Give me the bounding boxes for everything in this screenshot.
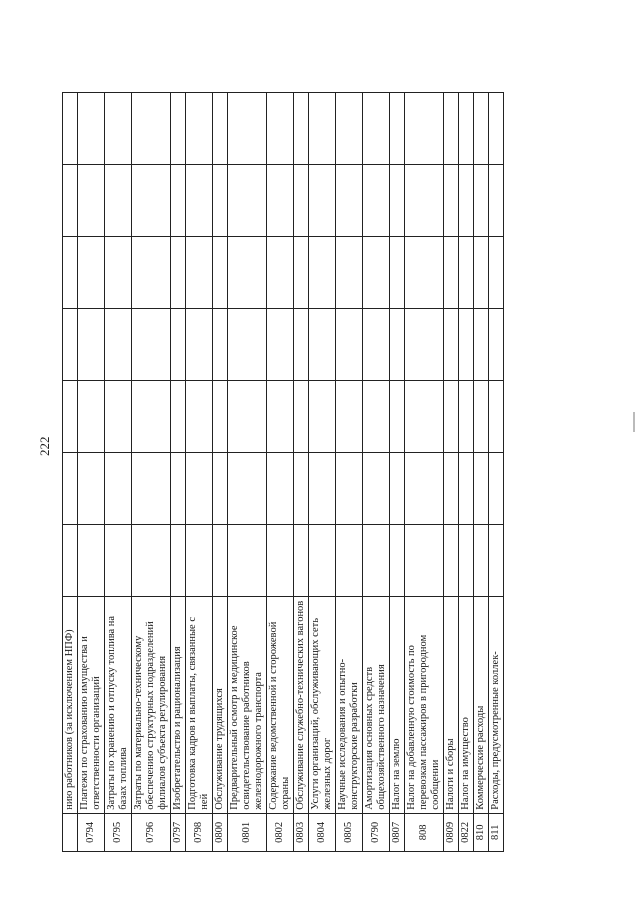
row-value-cell — [363, 308, 390, 380]
table-row — [336, 93, 363, 852]
row-value-cell — [132, 93, 171, 165]
row-value-cell — [171, 524, 186, 596]
row-value-cell — [474, 308, 489, 380]
table-row — [105, 93, 132, 852]
row-value-cell — [228, 524, 267, 596]
row-value-cell — [132, 308, 171, 380]
row-name: Коммерческие расходы — [474, 596, 489, 813]
row-code: 0794 — [78, 813, 105, 851]
row-value-cell — [309, 93, 336, 165]
row-value-cell — [309, 308, 336, 380]
row-value-cell — [186, 308, 213, 380]
scan-edge-mark — [633, 412, 635, 432]
row-value-cell — [213, 308, 228, 380]
table-row — [63, 93, 78, 852]
row-value-cell — [336, 380, 363, 452]
row-value-cell — [171, 236, 186, 308]
row-value-cell — [459, 308, 474, 380]
row-name: Подготовка кадров и выплаты, связанные с ней — [186, 596, 213, 813]
row-value-cell — [309, 524, 336, 596]
row-value-cell — [186, 452, 213, 524]
row-value-cell — [444, 164, 459, 236]
row-value-cell — [294, 308, 309, 380]
row-name: Изобретательство и рационализация — [171, 596, 186, 813]
row-value-cell — [228, 308, 267, 380]
row-value-cell — [132, 524, 171, 596]
row-code: 0807 — [390, 813, 405, 851]
row-value-cell — [309, 164, 336, 236]
row-value-cell — [186, 164, 213, 236]
row-value-cell — [489, 93, 504, 165]
row-value-cell — [474, 236, 489, 308]
table-body — [63, 93, 504, 852]
table-row — [363, 93, 390, 852]
row-name: Налоги и сборы — [444, 596, 459, 813]
row-value-cell — [228, 452, 267, 524]
row-value-cell — [213, 164, 228, 236]
row-name: Расходы, предусмотренные коллек- — [489, 596, 504, 813]
row-value-cell — [294, 93, 309, 165]
row-value-cell — [78, 308, 105, 380]
row-code: 0800 — [213, 813, 228, 851]
row-value-cell — [294, 524, 309, 596]
row-value-cell — [267, 524, 294, 596]
row-value-cell — [309, 236, 336, 308]
row-code: 0790 — [363, 813, 390, 851]
row-value-cell — [489, 380, 504, 452]
row-value-cell — [132, 236, 171, 308]
row-value-cell — [213, 380, 228, 452]
row-name: Налог на имущество — [459, 596, 474, 813]
row-value-cell — [63, 308, 78, 380]
row-value-cell — [171, 380, 186, 452]
row-value-cell — [474, 164, 489, 236]
row-value-cell — [405, 93, 444, 165]
row-value-cell — [228, 93, 267, 165]
row-code: 0797 — [171, 813, 186, 851]
row-value-cell — [336, 164, 363, 236]
row-value-cell — [186, 524, 213, 596]
row-value-cell — [63, 236, 78, 308]
row-value-cell — [309, 380, 336, 452]
row-value-cell — [405, 380, 444, 452]
row-value-cell — [336, 524, 363, 596]
row-code: 0796 — [132, 813, 171, 851]
row-value-cell — [336, 236, 363, 308]
row-value-cell — [78, 380, 105, 452]
row-value-cell — [444, 380, 459, 452]
row-name: Амортизация основных средств общехозяйственного назначения — [363, 596, 390, 813]
table-row — [474, 93, 489, 852]
row-value-cell — [213, 236, 228, 308]
row-value-cell — [363, 236, 390, 308]
row-name: Научные исследования и опытно-конструкторские разработки — [336, 596, 363, 813]
row-value-cell — [267, 308, 294, 380]
row-value-cell — [444, 93, 459, 165]
row-code — [63, 813, 78, 851]
table-row — [186, 93, 213, 852]
row-value-cell — [78, 93, 105, 165]
row-code: 0795 — [105, 813, 132, 851]
row-name: Содержание ведомственной и сторожевой охраны — [267, 596, 294, 813]
row-value-cell — [474, 524, 489, 596]
row-code: 808 — [405, 813, 444, 851]
row-value-cell — [444, 524, 459, 596]
row-value-cell — [336, 452, 363, 524]
row-value-cell — [186, 380, 213, 452]
row-value-cell — [489, 308, 504, 380]
row-value-cell — [63, 524, 78, 596]
row-value-cell — [444, 236, 459, 308]
row-name: Обслуживание служебно-технических вагонов — [294, 596, 309, 813]
row-name: Налог на землю — [390, 596, 405, 813]
table-row — [444, 93, 459, 852]
row-value-cell — [390, 524, 405, 596]
row-value-cell — [63, 93, 78, 165]
row-name: Предварительный осмотр и медицинское освидетельствование работников железнодорожного транспорта — [228, 596, 267, 813]
row-value-cell — [489, 452, 504, 524]
table-row — [489, 93, 504, 852]
row-value-cell — [405, 524, 444, 596]
row-value-cell — [132, 164, 171, 236]
row-value-cell — [171, 93, 186, 165]
row-name: Затраты по хранению и отпуску топлива на базах топлива — [105, 596, 132, 813]
row-value-cell — [294, 164, 309, 236]
row-value-cell — [459, 236, 474, 308]
row-value-cell — [78, 164, 105, 236]
row-value-cell — [132, 380, 171, 452]
row-value-cell — [105, 524, 132, 596]
row-value-cell — [363, 524, 390, 596]
row-name: Обслуживание трудящихся — [213, 596, 228, 813]
row-code: 0802 — [267, 813, 294, 851]
row-value-cell — [336, 308, 363, 380]
row-value-cell — [105, 452, 132, 524]
row-value-cell — [267, 452, 294, 524]
row-value-cell — [228, 164, 267, 236]
row-value-cell — [390, 380, 405, 452]
row-value-cell — [228, 380, 267, 452]
row-code: 0809 — [444, 813, 459, 851]
row-value-cell — [105, 236, 132, 308]
table-row — [405, 93, 444, 852]
row-value-cell — [390, 452, 405, 524]
row-code: 811 — [489, 813, 504, 851]
row-value-cell — [171, 308, 186, 380]
table-row — [228, 93, 267, 852]
row-name: Услуги организаций, обслуживающих сеть железных дорог — [309, 596, 336, 813]
row-value-cell — [474, 380, 489, 452]
row-value-cell — [294, 380, 309, 452]
row-value-cell — [186, 93, 213, 165]
row-value-cell — [78, 236, 105, 308]
row-value-cell — [489, 524, 504, 596]
row-value-cell — [390, 164, 405, 236]
row-value-cell — [405, 236, 444, 308]
row-code: 0803 — [294, 813, 309, 851]
row-value-cell — [213, 452, 228, 524]
row-value-cell — [63, 164, 78, 236]
row-value-cell — [405, 164, 444, 236]
row-value-cell — [171, 452, 186, 524]
table-row — [309, 93, 336, 852]
row-value-cell — [459, 524, 474, 596]
row-name: Затраты по материально-техническому обеспечению структурных подразделений филиалов субъекта регулирования — [132, 596, 171, 813]
row-value-cell — [363, 93, 390, 165]
row-value-cell — [105, 308, 132, 380]
row-value-cell — [474, 93, 489, 165]
row-value-cell — [336, 93, 363, 165]
row-value-cell — [294, 236, 309, 308]
table-row — [294, 93, 309, 852]
row-value-cell — [405, 452, 444, 524]
row-value-cell — [459, 164, 474, 236]
row-value-cell — [105, 380, 132, 452]
row-value-cell — [186, 236, 213, 308]
row-value-cell — [459, 93, 474, 165]
row-value-cell — [267, 236, 294, 308]
row-value-cell — [489, 236, 504, 308]
table-row — [78, 93, 105, 852]
row-value-cell — [390, 308, 405, 380]
row-value-cell — [390, 93, 405, 165]
row-code: 0822 — [459, 813, 474, 851]
row-value-cell — [171, 164, 186, 236]
row-value-cell — [363, 380, 390, 452]
table-row — [213, 93, 228, 852]
row-name: нию работников (за исключением НПФ) — [63, 596, 78, 813]
row-value-cell — [459, 452, 474, 524]
row-code: 810 — [474, 813, 489, 851]
table-row — [459, 93, 474, 852]
table-row — [132, 93, 171, 852]
row-value-cell — [78, 452, 105, 524]
row-value-cell — [228, 236, 267, 308]
row-value-cell — [444, 308, 459, 380]
row-name: Платежи по страхованию имущества и ответственности организаций — [78, 596, 105, 813]
row-value-cell — [267, 93, 294, 165]
row-code: 0805 — [336, 813, 363, 851]
row-value-cell — [63, 452, 78, 524]
row-value-cell — [405, 308, 444, 380]
rotated-table-container — [62, 92, 534, 852]
row-value-cell — [267, 380, 294, 452]
row-code: 0804 — [309, 813, 336, 851]
row-value-cell — [294, 452, 309, 524]
row-value-cell — [474, 452, 489, 524]
row-code: 0801 — [228, 813, 267, 851]
row-code: 0798 — [186, 813, 213, 851]
row-value-cell — [363, 164, 390, 236]
row-value-cell — [63, 380, 78, 452]
row-value-cell — [363, 452, 390, 524]
row-value-cell — [489, 164, 504, 236]
table-row — [267, 93, 294, 852]
table-row — [390, 93, 405, 852]
row-value-cell — [444, 452, 459, 524]
row-value-cell — [105, 164, 132, 236]
table-row — [171, 93, 186, 852]
page-number: 222 — [37, 436, 52, 456]
row-value-cell — [105, 93, 132, 165]
row-value-cell — [459, 380, 474, 452]
row-value-cell — [78, 524, 105, 596]
row-value-cell — [309, 452, 336, 524]
cost-items-table — [62, 92, 504, 852]
row-value-cell — [132, 452, 171, 524]
row-value-cell — [390, 236, 405, 308]
row-value-cell — [267, 164, 294, 236]
row-name: Налог на добавленную стоимость по перевозкам пассажиров в пригородном сообщении — [405, 596, 444, 813]
row-value-cell — [213, 524, 228, 596]
row-value-cell — [213, 93, 228, 165]
